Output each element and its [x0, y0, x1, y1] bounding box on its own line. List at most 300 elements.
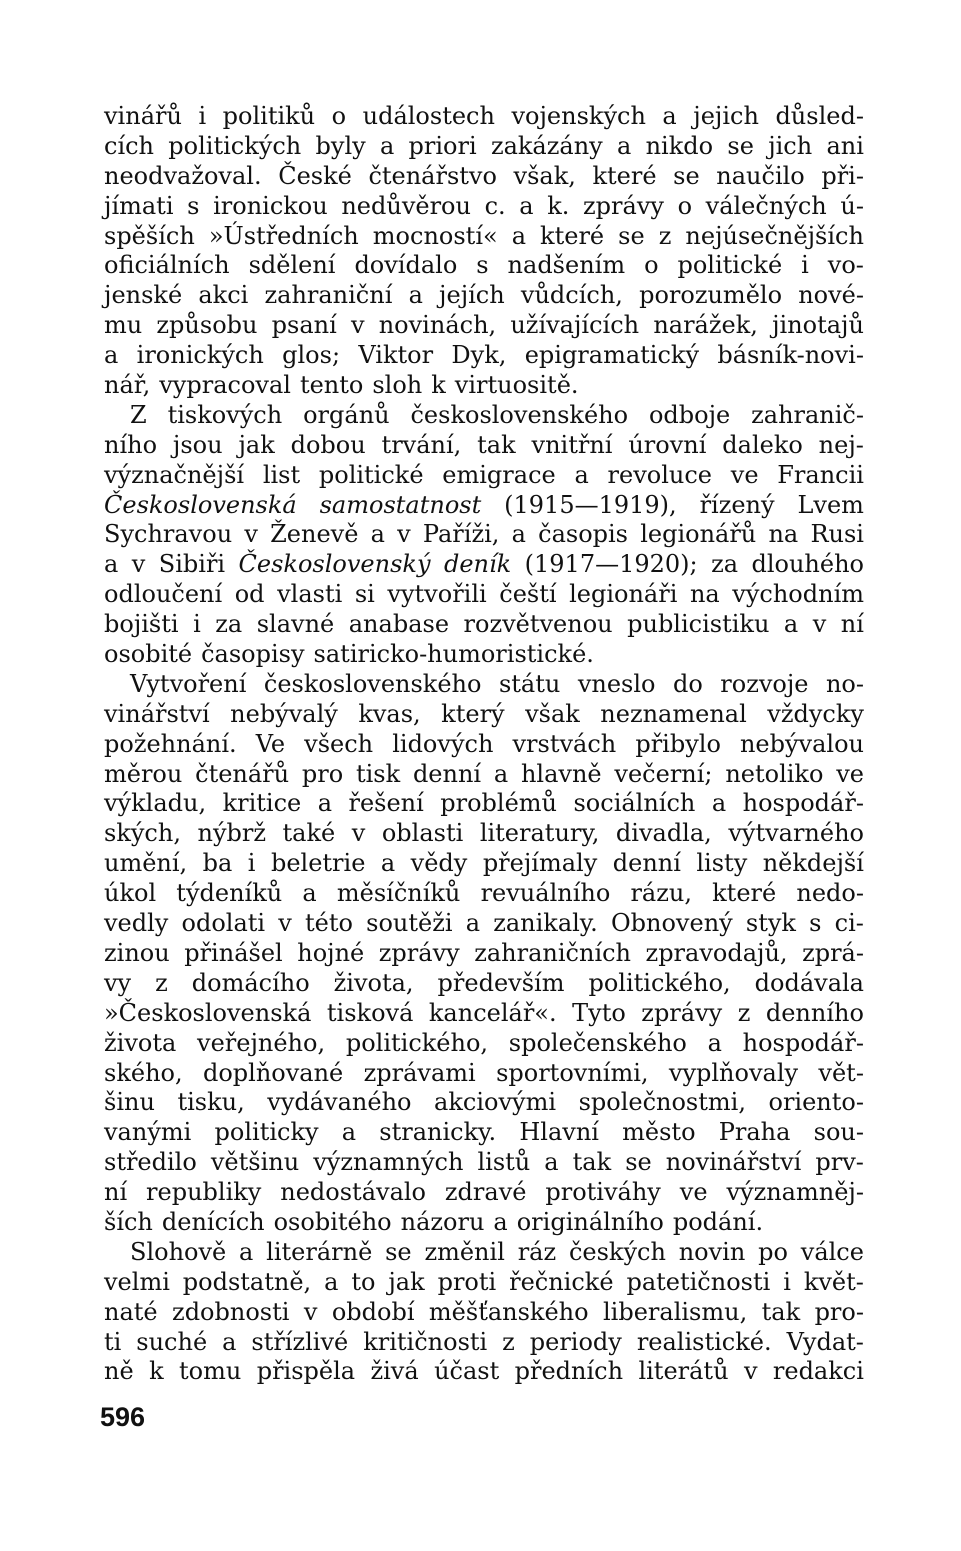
word: jinotajů: [772, 311, 864, 340]
word: vrstvách: [512, 729, 617, 758]
text-line: [104, 251, 864, 281]
word: a: [379, 131, 395, 160]
word: (1917—1920);: [524, 550, 698, 579]
word: netoliko: [725, 759, 824, 788]
word: a: [104, 341, 119, 370]
word: zanikaly.: [493, 909, 598, 938]
word: vypracoval: [159, 371, 291, 400]
word: cích: [104, 131, 155, 160]
word: měšťanského: [428, 1297, 589, 1326]
word: Praha: [718, 1118, 791, 1147]
word: zahranič-: [751, 400, 864, 429]
word: na: [768, 520, 799, 549]
word: tisk: [355, 759, 401, 788]
word: politických: [168, 131, 302, 160]
word: řečnické: [509, 1267, 614, 1296]
word: sou-: [813, 1118, 864, 1147]
word: soutěži: [366, 909, 453, 938]
word: však,: [513, 161, 576, 190]
word: při-: [821, 161, 864, 190]
word: dlouhého: [751, 550, 864, 579]
text-line: [104, 819, 864, 849]
word: událostech: [362, 102, 495, 130]
word: i: [247, 849, 256, 878]
text-line: [104, 730, 864, 760]
word: denících: [161, 1207, 265, 1236]
word: dovídalo: [354, 251, 458, 280]
word: hospodář-: [742, 789, 864, 818]
word: čtenářů: [195, 759, 290, 788]
word: v: [812, 610, 827, 639]
text-line: [104, 849, 864, 879]
word: c.: [484, 191, 506, 220]
word: se: [673, 161, 700, 190]
word: ráz: [517, 1237, 557, 1266]
word: rozvětvenou: [463, 610, 613, 639]
word: zakázány: [490, 131, 603, 160]
word: oriento-: [768, 1088, 864, 1117]
text-line: [104, 281, 864, 311]
word: vneslo: [577, 669, 656, 698]
word: byly: [315, 131, 366, 160]
word: společenského: [508, 1028, 687, 1057]
word: a: [574, 460, 589, 489]
word: a: [239, 1237, 254, 1266]
text-line: [104, 520, 864, 550]
word: Lvem: [797, 490, 864, 519]
text-line: [104, 789, 864, 819]
word: válce: [800, 1237, 864, 1266]
text-line: [104, 1268, 864, 1298]
word: a: [544, 1148, 559, 1177]
text-line: [104, 640, 864, 670]
word: jímati: [104, 191, 174, 220]
word: neznamenal: [600, 699, 747, 728]
word: redakci: [772, 1357, 864, 1386]
word: změnil: [424, 1237, 505, 1266]
word: požehnání.: [104, 729, 237, 758]
word: a: [324, 1267, 339, 1296]
word: nejúsečnějších: [685, 221, 864, 250]
word: podstatně,: [182, 1267, 312, 1296]
word: nej-: [818, 430, 864, 459]
word: nedo-: [796, 879, 864, 908]
text-line: [104, 1357, 864, 1387]
word: vlasti: [277, 580, 343, 609]
word: po: [758, 1237, 788, 1266]
word: akci: [198, 281, 249, 310]
word: sdělení: [248, 251, 336, 280]
word: psaní: [271, 311, 337, 340]
text-line: [104, 1029, 864, 1059]
word: ských,: [104, 819, 181, 848]
word: vinářů: [104, 102, 182, 130]
word: tomu: [179, 1357, 242, 1386]
word: užívajících: [510, 311, 640, 340]
word: oficiálních: [104, 251, 230, 280]
word: k.: [547, 191, 570, 220]
word: mocností«: [372, 221, 498, 250]
word: sociálních: [573, 789, 696, 818]
word: tak: [761, 1297, 801, 1326]
word: v: [131, 550, 146, 579]
word: vyplňovaly: [668, 1058, 799, 1087]
word: také: [282, 819, 336, 848]
word: nové-: [798, 281, 864, 310]
word: podání.: [672, 1207, 764, 1236]
word: k: [431, 371, 446, 400]
word: důsled-: [775, 102, 864, 130]
word: legionářů: [640, 520, 757, 549]
word: kritičnosti: [363, 1327, 488, 1356]
word: řízený: [699, 490, 775, 519]
word: listů: [477, 1148, 531, 1177]
word: význačnější: [104, 460, 245, 489]
word: tisková: [326, 998, 414, 1027]
word: politické: [318, 460, 424, 489]
word: kancelář«.: [428, 998, 557, 1027]
word: vydávaného: [267, 1088, 412, 1117]
word: daleko: [722, 430, 803, 459]
word: za: [711, 550, 739, 579]
word: předních: [514, 1357, 624, 1386]
word: mu: [104, 311, 143, 340]
text-line: [104, 371, 864, 401]
word: vůdcích,: [520, 281, 623, 310]
word: Vydat-: [786, 1327, 864, 1356]
word: Viktor: [358, 341, 434, 370]
text-line: [104, 700, 864, 730]
word: i: [193, 610, 201, 639]
word: nebývalou: [739, 729, 864, 758]
word: názoru: [400, 1207, 485, 1236]
word: o: [331, 102, 347, 130]
word: Obnovený: [610, 909, 733, 938]
word: ského,: [104, 1058, 183, 1087]
word: umění,: [104, 849, 188, 878]
word: literatury,: [479, 819, 600, 848]
word: živá: [370, 1357, 419, 1386]
word: rázu,: [630, 879, 692, 908]
word: protiváhy: [545, 1178, 661, 1207]
word: anabase: [348, 610, 450, 639]
word: nedůvěrou: [341, 191, 471, 220]
text-line: [104, 431, 864, 461]
text-line: [104, 1178, 864, 1208]
word: z: [737, 998, 751, 1027]
word: v: [244, 520, 258, 549]
word: list: [262, 460, 301, 489]
word: řešení: [348, 789, 424, 818]
word: společnostmi,: [578, 1088, 746, 1117]
word: ci-: [834, 909, 864, 938]
text-line: [104, 999, 864, 1029]
word: do: [672, 669, 703, 698]
word: přispěla: [256, 1357, 356, 1386]
word: deník: [443, 550, 512, 579]
word: českých: [568, 1237, 666, 1266]
word: Francii: [777, 460, 864, 489]
text-line: [104, 1148, 864, 1178]
word: ironických: [136, 341, 264, 370]
word: květ-: [803, 1267, 864, 1296]
word: časopis: [538, 520, 628, 549]
word: vo-: [827, 251, 864, 280]
word: ba: [202, 849, 233, 878]
word: to: [351, 1267, 376, 1296]
word: priori: [408, 131, 477, 160]
word: město: [622, 1118, 696, 1147]
word: se: [385, 1237, 412, 1266]
word: zahraniční: [264, 281, 393, 310]
word: střízlivé: [251, 1327, 349, 1356]
word: virtuositě.: [454, 371, 579, 400]
word: zprávy: [641, 998, 723, 1027]
text-line: [104, 461, 864, 491]
word: odolati: [181, 909, 266, 938]
word: tak: [572, 1148, 612, 1177]
text-line: [104, 162, 864, 192]
word: středilo: [104, 1148, 197, 1177]
word: vy: [104, 968, 132, 997]
text-line: [104, 192, 864, 222]
word: revuálního: [480, 879, 611, 908]
word: osobité: [104, 640, 193, 669]
word: lidových: [392, 729, 494, 758]
word: denního: [765, 998, 864, 1027]
word: stranicky.: [379, 1118, 497, 1147]
word: přinášel: [184, 938, 283, 967]
word: se: [727, 131, 754, 160]
word: však: [525, 699, 580, 728]
word: České: [278, 161, 352, 190]
word: z: [658, 221, 672, 250]
word: zahraničních: [474, 938, 632, 967]
text-line: [104, 760, 864, 790]
word: Ve: [255, 729, 286, 758]
word: šinu: [104, 1088, 155, 1117]
word: slavné: [256, 610, 335, 639]
word: ve: [679, 1178, 708, 1207]
word: jak: [238, 430, 275, 459]
word: ú-: [840, 191, 864, 220]
word: ironickou: [213, 191, 328, 220]
word: nýbrž: [197, 819, 266, 848]
word: akciovými: [434, 1088, 557, 1117]
word: jenské: [104, 281, 183, 310]
word: velmi: [104, 1267, 170, 1296]
word: především: [437, 968, 565, 997]
word: v: [397, 520, 411, 549]
word: časopisy: [201, 640, 305, 669]
word: od: [234, 580, 265, 609]
word: politického,: [345, 1028, 489, 1057]
word: rozvoje: [720, 669, 809, 698]
word: všech: [304, 729, 374, 758]
text-body: [104, 102, 864, 1387]
word: Vytvoření: [130, 669, 247, 698]
word: ších: [104, 1207, 153, 1236]
word: a: [617, 131, 632, 160]
word: samostatnost: [319, 490, 482, 519]
text-line: [104, 1059, 864, 1089]
word: orgánů: [303, 400, 390, 429]
word: této: [305, 909, 353, 938]
word: kvas,: [358, 699, 421, 728]
word: Rusi: [810, 520, 864, 549]
word: měrou: [104, 759, 183, 788]
word: i: [801, 251, 809, 280]
text-line: [104, 1328, 864, 1358]
text-line: [104, 1298, 864, 1328]
word: a: [370, 520, 385, 549]
word: osobitého: [273, 1207, 392, 1236]
word: literátů: [638, 1357, 729, 1386]
word: naté: [104, 1297, 158, 1326]
word: vanými: [104, 1118, 192, 1147]
word: a: [104, 550, 119, 579]
word: života: [104, 1028, 177, 1057]
word: dobou: [290, 430, 366, 459]
word: přejímaly: [482, 849, 598, 878]
word: veřejného,: [197, 1028, 326, 1057]
word: trvání,: [381, 430, 462, 459]
word: politické: [677, 251, 783, 280]
word: patetičnosti: [626, 1267, 771, 1296]
word: v: [743, 1357, 758, 1386]
word: za: [215, 610, 243, 639]
word: Z: [130, 400, 147, 429]
word: tento: [299, 371, 364, 400]
word: glos;: [282, 341, 341, 370]
word: k: [149, 1357, 164, 1386]
word: zdobnosti: [172, 1297, 290, 1326]
word: ního: [104, 430, 158, 459]
word: jejích: [439, 281, 505, 310]
word: sportovními,: [496, 1058, 649, 1087]
word: které: [592, 161, 657, 190]
word: který: [441, 699, 505, 728]
word: Sibiři: [158, 550, 226, 579]
text-line: [104, 1088, 864, 1118]
word: liberalismu,: [603, 1297, 748, 1326]
text-line: [104, 132, 864, 162]
word: periody: [529, 1327, 622, 1356]
word: prv-: [815, 1148, 864, 1177]
word: ní: [840, 610, 864, 639]
word: někdejší: [762, 849, 864, 878]
word: Slohově: [130, 1237, 227, 1266]
word: československého: [263, 669, 482, 698]
word: dodávala: [754, 968, 864, 997]
word: čeští: [499, 580, 557, 609]
word: většinu: [210, 1148, 300, 1177]
word: sloh: [372, 371, 423, 400]
word: pro-: [814, 1297, 864, 1326]
text-line: [104, 222, 864, 252]
word: (1915—1919),: [504, 490, 677, 519]
word: a: [222, 1327, 237, 1356]
word: novinářství: [665, 1148, 802, 1177]
word: zinou: [104, 938, 170, 967]
word: východním: [732, 580, 864, 609]
word: politicky: [214, 1118, 319, 1147]
word: hojné: [297, 938, 365, 967]
word: a: [317, 789, 332, 818]
text-line: [104, 1118, 864, 1148]
word: ve: [730, 460, 759, 489]
word: spěších: [104, 221, 195, 250]
word: tiskových: [167, 400, 283, 429]
word: a: [408, 281, 423, 310]
word: vždycky: [767, 699, 864, 728]
word: a: [711, 789, 727, 818]
word: originálního: [516, 1207, 664, 1236]
word: »Československá: [104, 998, 312, 1027]
word: v: [350, 311, 365, 340]
word: v: [278, 909, 292, 938]
word: novin: [678, 1237, 746, 1266]
word: vědy: [410, 849, 468, 878]
word: přibylo: [635, 729, 721, 758]
word: v: [351, 819, 366, 848]
word: bojišti: [104, 610, 179, 639]
word: československého: [410, 400, 629, 429]
word: ně: [104, 1357, 134, 1386]
word: a: [511, 221, 527, 250]
word: nadšením: [507, 251, 626, 280]
word: hospodář-: [742, 1028, 864, 1057]
word: styk: [745, 909, 796, 938]
word: jsou: [172, 430, 223, 459]
word: v: [303, 1297, 318, 1326]
word: úkol: [104, 879, 157, 908]
word: a: [465, 909, 481, 938]
word: Československý: [238, 550, 431, 579]
word: a: [662, 102, 677, 130]
text-line: [104, 1208, 864, 1238]
word: Hlavní: [519, 1118, 599, 1147]
word: s: [476, 251, 489, 280]
word: z: [155, 968, 168, 997]
word: politiků: [222, 102, 316, 130]
text-line: [104, 341, 864, 371]
word: Ženevě: [270, 520, 359, 549]
word: jak: [388, 1267, 425, 1296]
text-line: [104, 969, 864, 999]
word: suché: [136, 1327, 208, 1356]
word: emigrace: [442, 460, 556, 489]
word: ti: [104, 1327, 122, 1356]
word: publicistiku: [627, 610, 770, 639]
word: hlavně: [520, 759, 602, 788]
word: vytvořili: [387, 580, 487, 609]
word: vinářství: [104, 699, 210, 728]
word: zprávy: [583, 191, 664, 220]
word: válečných: [705, 191, 827, 220]
text-line: [104, 610, 864, 640]
word: a: [783, 610, 799, 639]
word: Tyto: [572, 998, 626, 1027]
word: novinách,: [378, 311, 497, 340]
word: narážek,: [653, 311, 758, 340]
text-line: [104, 939, 864, 969]
word: a: [302, 879, 317, 908]
word: večerní;: [614, 759, 713, 788]
word: revoluce: [607, 460, 713, 489]
page-number: 596: [100, 1402, 146, 1432]
word: realistické.: [636, 1327, 772, 1356]
